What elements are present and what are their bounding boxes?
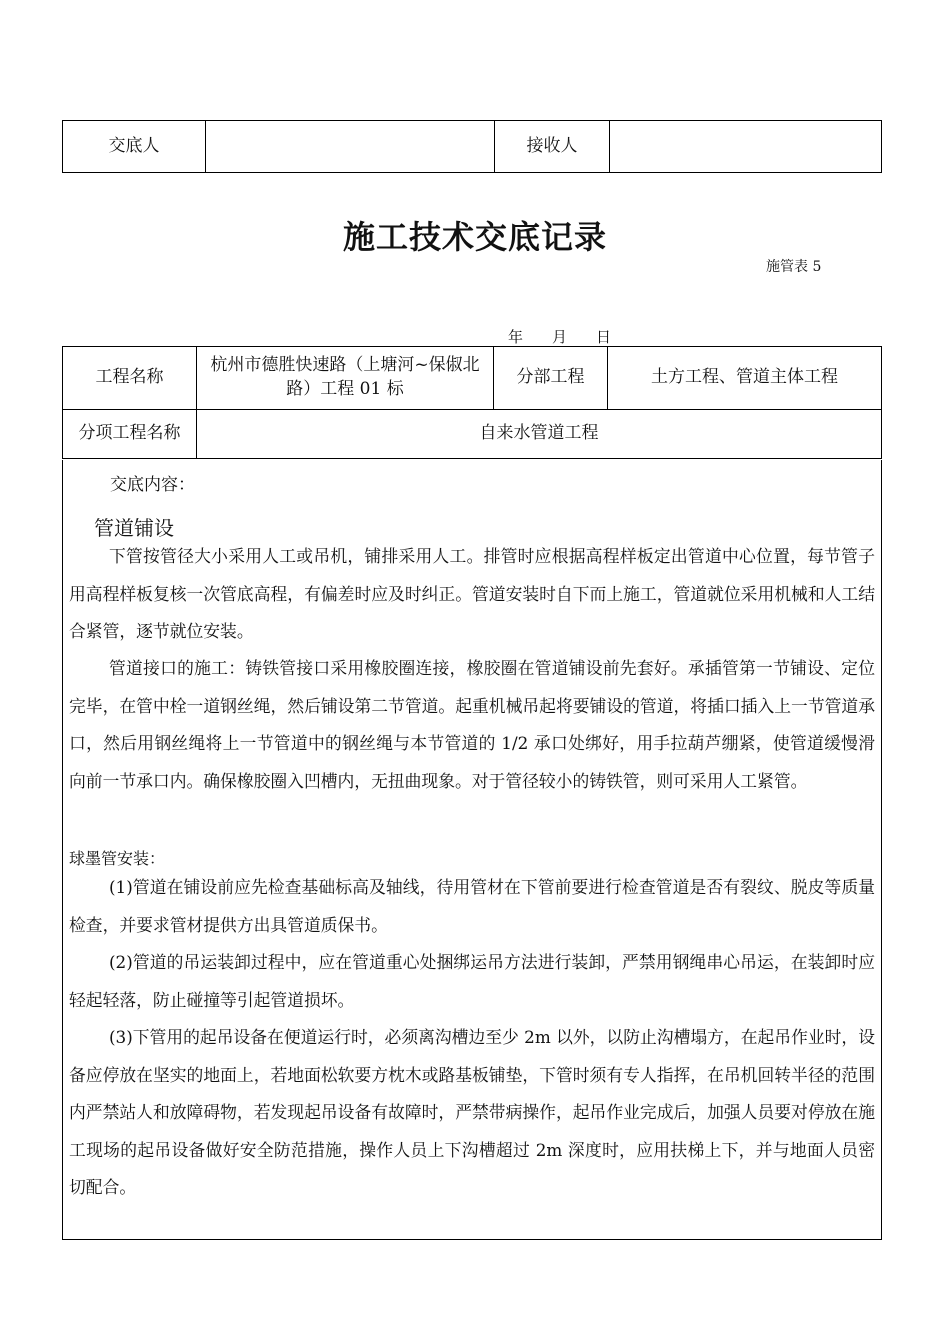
project-name-value: 杭州市德胜快速路（上塘河~保俶北路）工程 01 标 (197, 347, 494, 410)
paragraph-step-2: (2)管道的吊运装卸过程中，应在管道重心处捆绑运吊方法进行装卸，严禁用钢绳串心吊运，在装卸时应轻起轻落，防止碰撞等引起管道损坏。 (69, 952, 875, 1010)
paragraph-joint-construction: 管道接口的施工：铸铁管接口采用橡胶圈连接，橡胶圈在管道铺设前先套好。承插管第一节铺设、定位完毕，在管中栓一道钢丝绳，然后铺设第二节管道。起重机械吊起将要铺设的管道，将插口插入上一节管道承口，然后用钢丝绳将上一节管道中的钢丝绳与本节管道的 1/2 承口处绑好，用手拉葫芦绷紧，使管道缓慢滑向前一节承口内。确保橡胶圈入凹槽内，无扭曲现象。对于管径较小的铸铁管，则可采用人工紧管。 (69, 658, 875, 791)
paragraph-pipe-lowering: 下管按管径大小采用人工或吊机，铺排采用人工。排管时应根据高程样板定出管道中心位置，每节管子用高程样板复核一次管底高程，有偏差时应及时纠正。管道安装时自下而上施工，管道就位采用机械和人工结合紧管，逐节就位安装。 (69, 546, 875, 641)
date-month: 月 (552, 328, 568, 346)
content-label: 交底内容： (110, 475, 195, 495)
section-title-pipe-laying: 管道铺设 (94, 516, 174, 540)
paragraph-step-3: (3)下管用的起吊设备在便道运行时，必须离沟槽边至少 2m 以外，以防止沟槽塌方，在起吊作业时，设备应停放在坚实的地面上，若地面松软要方枕木或路基板铺垫，下管时须有专人指挥，在吊机回转半径的范围内严禁站人和放障碍物，若发现起吊设备有故障时，严禁带病操作，起吊作业完成后，加强人员要对停放在施工现场的起吊设备做好安全防范措施，操作人员上下沟槽超过 2m 深度时，应用扶梯上下，并与地面人员密切配合。 (69, 1027, 875, 1197)
document-title: 施工技术交底记录 (342, 218, 607, 256)
subitem-value: 自来水管道工程 (197, 410, 882, 459)
paragraph-step-1: (1)管道在铺设前应先检查基础标高及轴线，待用管材在下管前要进行检查管道是否有裂纹、脱皮等质量检查，并要求管材提供方出具管道质保书。 (69, 877, 875, 935)
handover-signature-table (62, 120, 882, 173)
date-line (508, 326, 640, 347)
handover-person-field[interactable] (206, 121, 495, 173)
division-label: 分部工程 (494, 347, 608, 410)
receiver-field[interactable] (610, 121, 882, 173)
form-code: 施管表 5 (766, 259, 822, 275)
subitem-label: 分项工程名称 (63, 410, 197, 459)
receiver-label: 接收人 (495, 121, 610, 173)
division-value: 土方工程、管道主体工程 (608, 347, 882, 410)
project-info-table (62, 346, 882, 459)
section-title-ductile-pipe: 球墨管安装： (69, 849, 166, 868)
date-day: 日 (596, 328, 612, 346)
handover-person-label: 交底人 (63, 121, 206, 173)
date-year: 年 (508, 328, 524, 346)
project-name-label: 工程名称 (63, 347, 197, 410)
